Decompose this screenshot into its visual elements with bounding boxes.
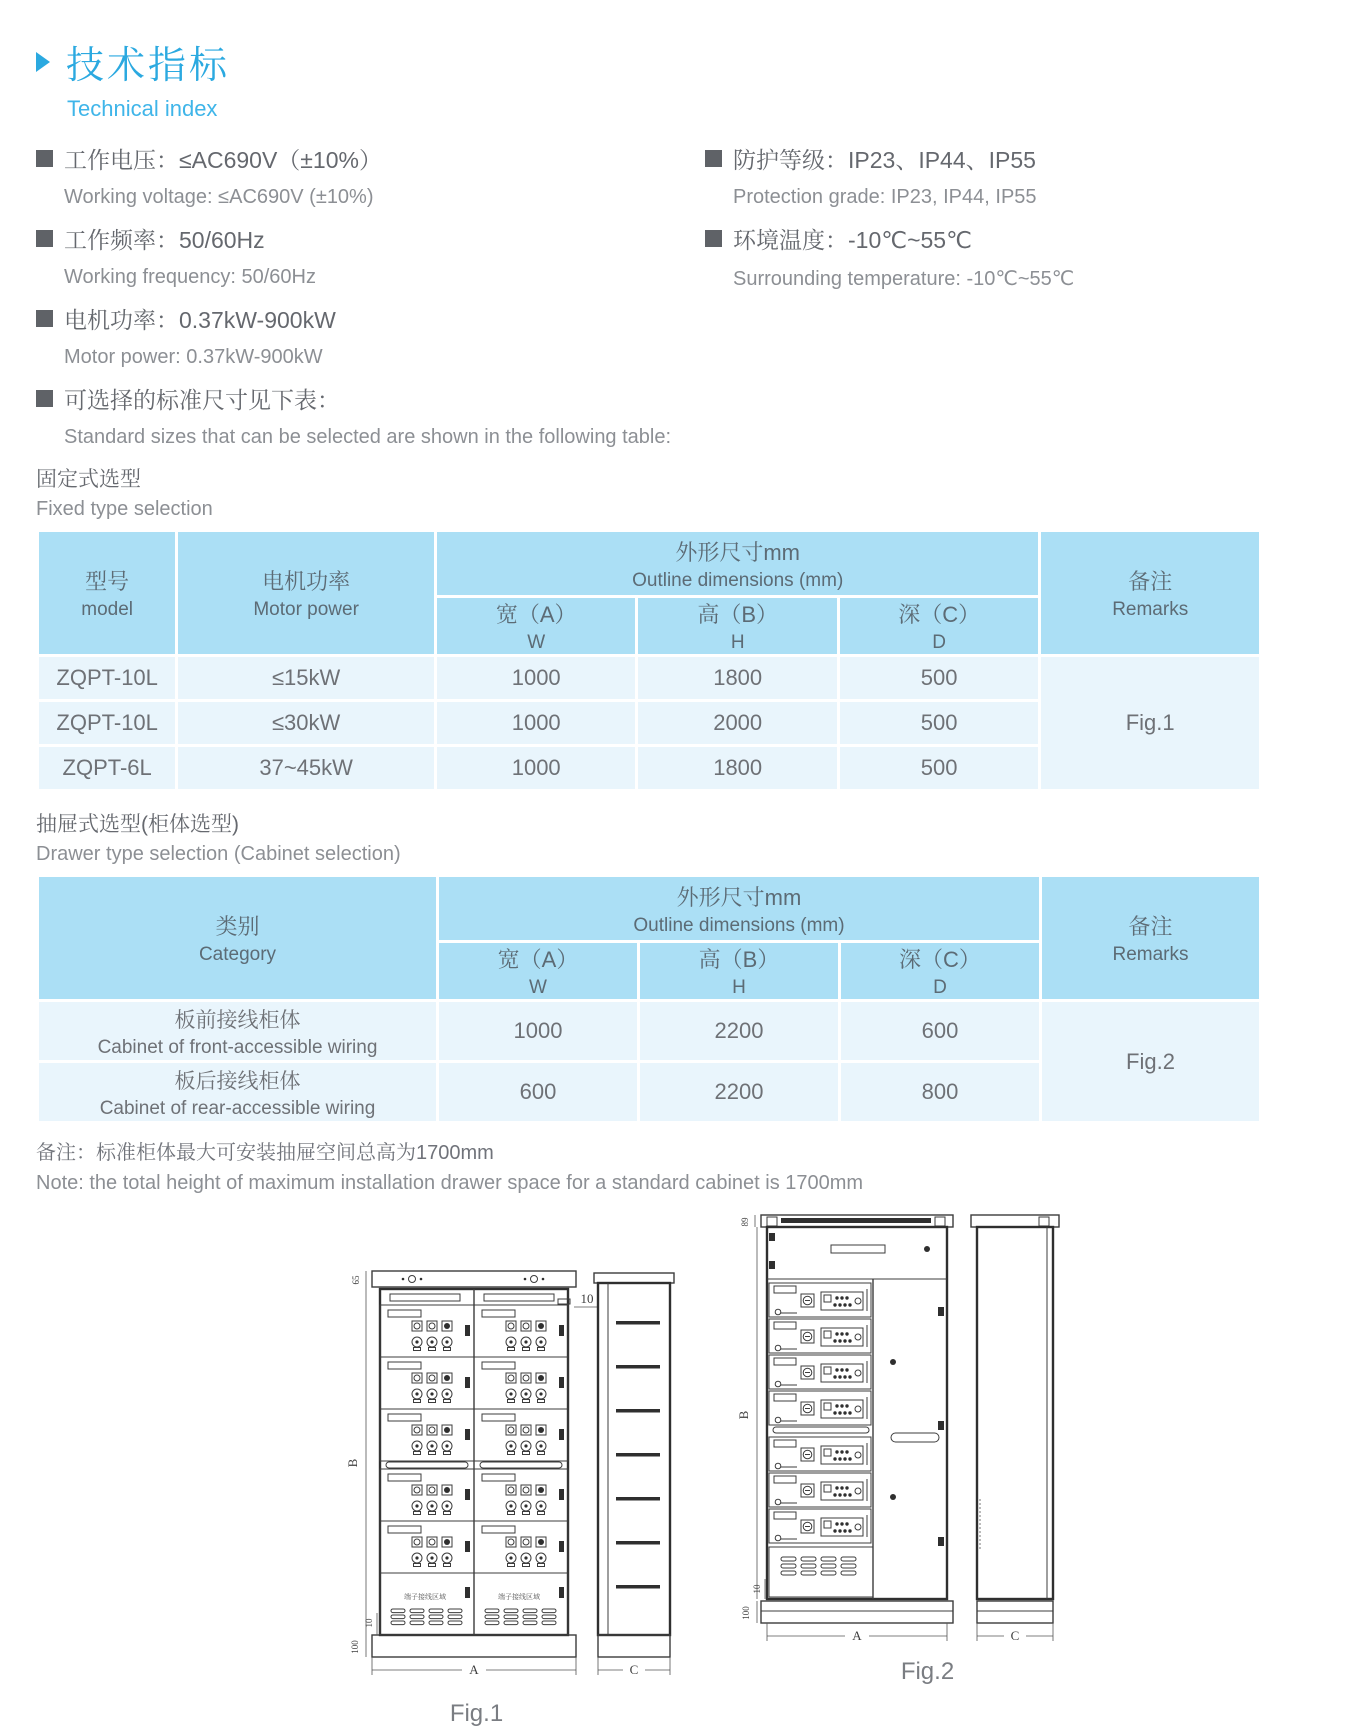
remarks-cell: Fig.2 xyxy=(1042,1002,1259,1121)
spec-zh: 可选择的标准尺寸见下表： xyxy=(64,387,340,413)
svg-text:C: C xyxy=(629,1662,639,1677)
model-cell: ZQPT-10L xyxy=(39,657,175,699)
figure-2 xyxy=(723,1199,1068,1686)
spec-en: Standard sizes that can be selected are shown in the following table: xyxy=(64,426,672,448)
spec-en: Protection grade: IP23, IP44, IP55 xyxy=(733,186,1037,208)
spec-motor-power xyxy=(36,302,705,369)
svg-text:B: B xyxy=(345,1458,360,1468)
svg-text:C: C xyxy=(1010,1628,1020,1643)
depth-cell: 500 xyxy=(840,657,1038,699)
model-cell: ZQPT-6L xyxy=(39,747,175,789)
power-cell: ≤15kW xyxy=(178,657,434,699)
spec-surrounding-temperature xyxy=(705,222,1074,291)
power-cell: 37~45kW xyxy=(178,747,434,789)
page-header xyxy=(36,34,1300,89)
section-arrow-icon xyxy=(36,52,50,72)
note-zh: 备注：标准柜体最大可安装抽屉空间总高为1700mm xyxy=(36,1142,494,1164)
square-bullet-icon xyxy=(36,150,53,167)
drawer-table-caption-zh: 抽屉式选型(柜体选型) xyxy=(36,813,239,836)
height-cell: 2200 xyxy=(640,1002,838,1060)
col-header-category: 类别 Category xyxy=(39,877,436,999)
height-cell: 1800 xyxy=(638,747,836,789)
square-bullet-icon xyxy=(36,230,53,247)
fig1-drawing: 端子接线区域 A 65 B 10 100 10 C xyxy=(336,1251,681,1691)
col-header-model: 型号 model xyxy=(39,532,175,654)
svg-text:10: 10 xyxy=(364,1618,374,1628)
spec-zh: 防护等级：IP23、IP44、IP55 xyxy=(733,147,1036,173)
note-block xyxy=(36,1136,1300,1195)
category-cell: 板后接线柜体 Cabinet of rear-accessible wiring xyxy=(39,1063,436,1121)
square-bullet-icon xyxy=(705,230,722,247)
col-header-width: 宽（A） W xyxy=(437,598,635,654)
drawer-type-table xyxy=(36,874,1262,1124)
spec-zh: 环境温度：-10℃~55℃ xyxy=(733,227,972,253)
spec-en: Working voltage: ≤AC690V (±10%) xyxy=(64,186,374,208)
col-header-depth: 深（C） D xyxy=(841,943,1039,999)
drawer-table-caption-en: Drawer type selection (Cabinet selection) xyxy=(36,843,401,865)
spec-protection-grade xyxy=(705,142,1074,209)
col-header-outline-dimensions: 外形尺寸mm Outline dimensions (mm) xyxy=(437,532,1038,595)
power-cell: ≤30kW xyxy=(178,702,434,744)
fig1-caption: Fig.1 xyxy=(449,1700,504,1727)
fixed-table-caption-en: Fixed type selection xyxy=(36,498,213,520)
table-row xyxy=(39,657,1259,699)
spec-en: Motor power: 0.37kW-900kW xyxy=(64,346,323,368)
table-row xyxy=(39,1002,1259,1060)
spec-en: Surrounding temperature: -10℃~55℃ xyxy=(733,268,1075,290)
spec-column-right xyxy=(705,142,1074,382)
width-cell: 600 xyxy=(439,1063,637,1121)
category-cell: 板前接线柜体 Cabinet of front-accessible wiring xyxy=(39,1002,436,1060)
svg-text:100: 100 xyxy=(350,1640,360,1654)
square-bullet-icon xyxy=(705,150,722,167)
col-header-depth: 深（C） D xyxy=(840,598,1038,654)
spec-table-intro xyxy=(36,382,1300,449)
note-en: Note: the total height of maximum installation drawer space for a standard cabinet is 1700mm xyxy=(36,1172,864,1194)
svg-text:100: 100 xyxy=(741,1606,751,1620)
col-header-motor-power: 电机功率 Motor power xyxy=(178,532,434,654)
fig2-caption: Fig.2 xyxy=(900,1658,955,1685)
svg-text:A: A xyxy=(469,1662,479,1677)
remarks-cell: Fig.1 xyxy=(1041,657,1259,789)
square-bullet-icon xyxy=(36,310,53,327)
fixed-type-table xyxy=(36,529,1262,792)
page-subtitle: Technical index xyxy=(67,96,218,121)
spec-list xyxy=(36,142,1300,382)
fixed-table-caption-zh: 固定式选型 xyxy=(36,468,141,491)
svg-text:65: 65 xyxy=(351,1275,361,1285)
svg-text:B: B xyxy=(736,1410,751,1420)
depth-cell: 600 xyxy=(841,1002,1039,1060)
spec-zh: 电机功率：0.37kW-900kW xyxy=(64,307,336,333)
width-cell: 1000 xyxy=(437,702,635,744)
spec-zh: 工作电压：≤AC690V（±10%） xyxy=(64,147,382,173)
col-header-outline-dimensions: 外形尺寸mm Outline dimensions (mm) xyxy=(439,877,1039,940)
height-cell: 2200 xyxy=(640,1063,838,1121)
svg-text:89: 89 xyxy=(740,1217,750,1227)
width-cell: 1000 xyxy=(439,1002,637,1060)
col-header-height: 高（B） H xyxy=(640,943,838,999)
figure-1 xyxy=(336,1199,681,1728)
svg-text:A: A xyxy=(852,1628,862,1643)
svg-text:10: 10 xyxy=(752,1584,762,1594)
svg-text:10: 10 xyxy=(580,1291,594,1306)
width-cell: 1000 xyxy=(437,657,635,699)
square-bullet-icon xyxy=(36,390,53,407)
spec-working-voltage xyxy=(36,142,705,209)
depth-cell: 800 xyxy=(841,1063,1039,1121)
col-header-width: 宽（A） W xyxy=(439,943,637,999)
page-title: 技术指标 xyxy=(66,45,231,87)
col-header-remarks: 备注 Remarks xyxy=(1042,877,1259,999)
col-header-height: 高（B） H xyxy=(638,598,836,654)
model-cell: ZQPT-10L xyxy=(39,702,175,744)
height-cell: 2000 xyxy=(638,702,836,744)
figures-row xyxy=(36,1199,1300,1728)
height-cell: 1800 xyxy=(638,657,836,699)
depth-cell: 500 xyxy=(840,702,1038,744)
spec-zh: 工作频率：50/60Hz xyxy=(64,227,265,253)
spec-working-frequency xyxy=(36,222,705,289)
width-cell: 1000 xyxy=(437,747,635,789)
spec-column-left xyxy=(36,142,705,382)
col-header-remarks: 备注 Remarks xyxy=(1041,532,1259,654)
fig2-drawing xyxy=(723,1199,1068,1649)
depth-cell: 500 xyxy=(840,747,1038,789)
spec-en: Working frequency: 50/60Hz xyxy=(64,266,316,288)
